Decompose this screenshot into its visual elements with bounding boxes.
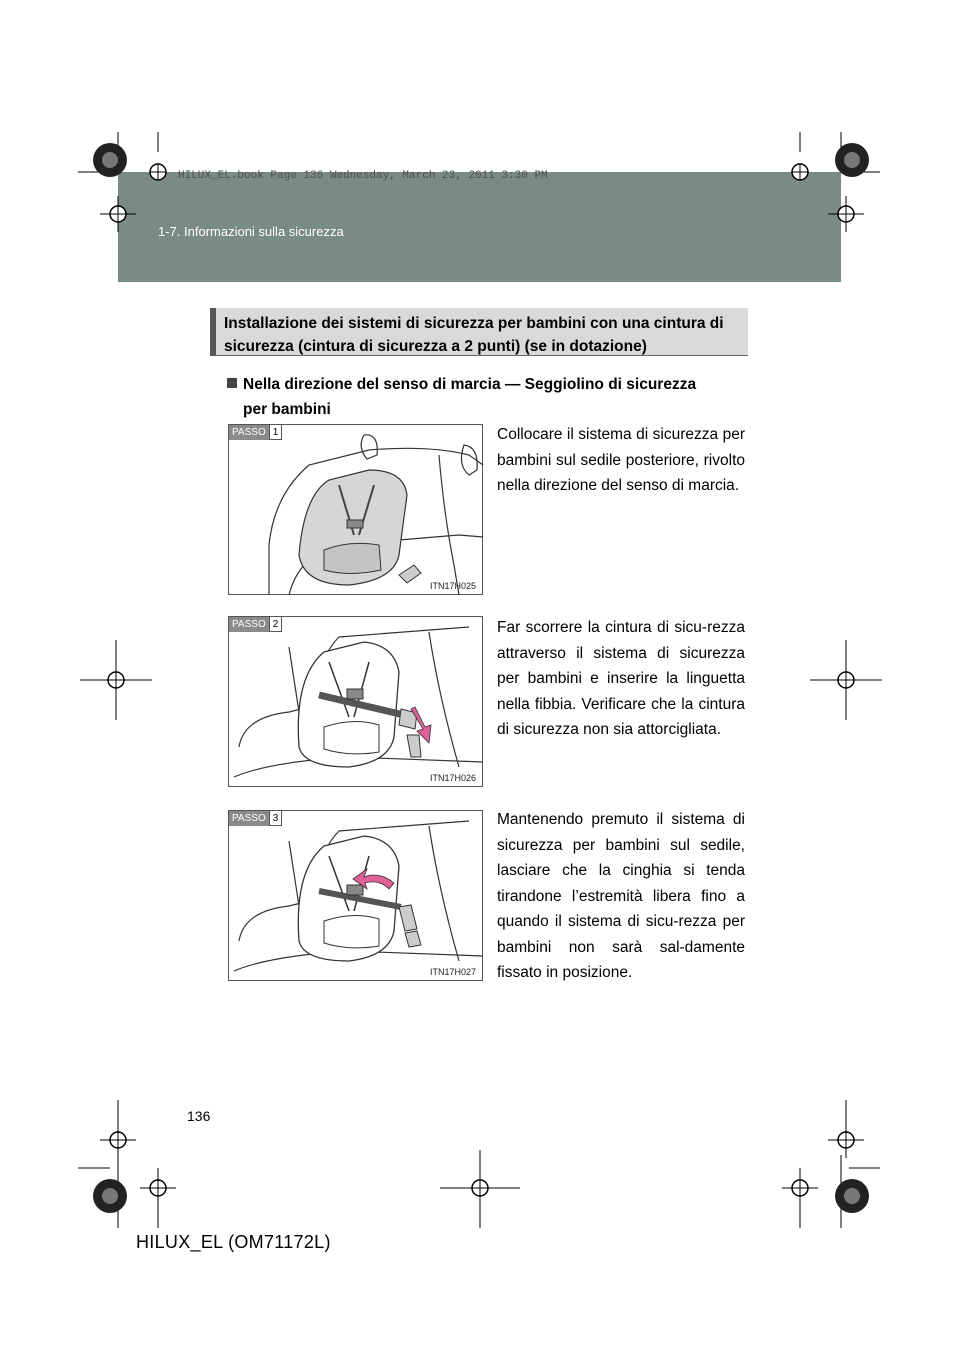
child-seat-illustration-2 <box>229 617 484 788</box>
bullet-heading-line1: Nella direzione del senso di marcia — Seggiolino di sicurezza <box>243 376 697 393</box>
step-3-badge <box>229 811 282 826</box>
bullet-heading <box>227 372 747 422</box>
subsection-heading: Installazione dei sistemi di sicurezza per bambini con una cintura di sicurezza (cintura di sicurezza a 2 punti) (se in dotazione) <box>210 308 748 356</box>
step-2-label: PASSO <box>229 617 269 632</box>
step-1-figure-code: ITN17H025 <box>429 581 476 591</box>
step-2-number: 2 <box>269 617 283 632</box>
step-3-label: PASSO <box>229 811 269 826</box>
child-seat-illustration-3 <box>229 811 484 985</box>
section-title: 1-7. Informazioni sulla sicurezza <box>158 224 344 239</box>
step-2-figure <box>228 616 483 787</box>
step-2-figure-code: ITN17H026 <box>429 773 476 783</box>
bullet-square-icon <box>227 378 237 388</box>
step-1-badge <box>229 425 282 440</box>
step-3-figure-code: ITN17H027 <box>429 967 476 977</box>
step-3-figure <box>228 810 483 981</box>
page-number: 136 <box>187 1108 211 1124</box>
step-1-figure <box>228 424 483 595</box>
step-2-badge <box>229 617 282 632</box>
child-seat-illustration-1 <box>229 425 484 596</box>
step-3-number: 3 <box>269 811 283 826</box>
step-1-number: 1 <box>269 425 283 440</box>
footer-code: HILUX_EL (OM71172L) <box>136 1232 331 1252</box>
step-1-text: Collocare il sistema di sicurezza per bambini sul sedile posteriore, rivolto nella direzione del senso di marcia. <box>497 426 745 494</box>
step-3-text: Mantenendo premuto il sistema di sicurezza per bambini sul sedile, lasciare che la cinghia si tenda tirandone l’estremità libera fino a quando il sistema di sicu-rezza per bambini non sarà sal-damente fissato in posizione. <box>497 811 745 981</box>
print-stamp: HILUX_EL.book Page 136 Wednesday, March 23, 2011 3:30 PM <box>178 170 548 182</box>
step-1-label: PASSO <box>229 425 269 440</box>
step-2-text: Far scorrere la cintura di sicu-rezza attraverso il sistema di sicurezza per bambini e inserire la linguetta nella fibbia. Verificare che la cintura di sicurezza non sia attorcigliata. <box>497 619 745 738</box>
bullet-heading-line2: per bambini <box>243 401 331 418</box>
